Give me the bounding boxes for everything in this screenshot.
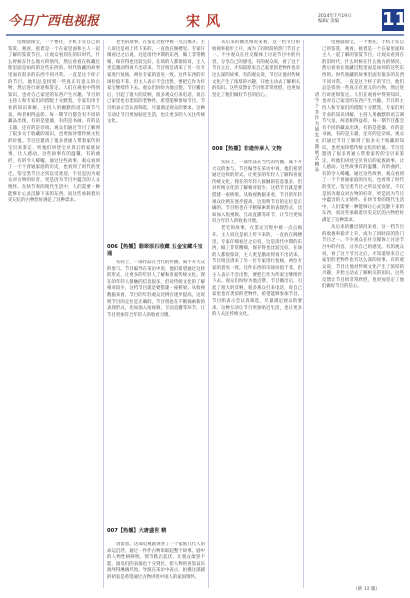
page-number: 11 xyxy=(382,9,408,30)
column-divider-3 xyxy=(303,40,304,588)
column-divider-1 xyxy=(103,40,104,588)
article-column-4 xyxy=(322,40,404,580)
article-column-1 xyxy=(8,40,100,588)
section-name: 宋风 xyxy=(186,14,226,30)
headline-3: 008【热播】非遗传承人 文物 xyxy=(212,146,282,152)
column-4-text: 电视剧国宝，一个委托，手机丰实自己的鉴赏，观看。接着是一个在家里面和主人一起了解的鉴赏节目，让观众看到在的旧时代，什么时候在什么地方的情况，然后看看在收藏过程里面是如何的这些东西的。时代收藏的故事里面有很多的东西不同寻常。一直是这个样子的节目，他们总是找到一些真正有意义的古物，然后进行讲述和鉴定。人们在观看中得到知识，也对自己家里的东西产生兴趣。节目的主持人和专家们的搭配十分默契，专家们用专业的知识讲解，主持人用幽默的语言调节气氛，两者相得益彰。每一期节目都会有不同的藏品出现，有的是瓷器，有的是书画，有的是玉器，还有的是杂项。观众们通过节目了解到了很多关于收藏的知识，也更加珍惜传统文化的价值。节目还邀请了很多普通人带着家传的宝贝来鉴定，听他们讲述宝贝背后的家族故事，让人感动。这些故事有的温馨，有的曲折，有的令人唏嘘。通过这些故事，观众看到了一个个普通家庭的历史，也看到了时代的变迁。鉴宝类节目之所以受欢迎，不仅是因为观众对古物的好奇，更是因为节目中蕴含的人文情怀。在快节奏的现代生活中，人们需要一种能够让心灵沉静下来的东西，而这些承载着历史记忆的古物恰好满足了这种需求。 xyxy=(322,40,404,224)
column-divider-2 xyxy=(208,40,209,588)
paper-name: 今日广西电视报 xyxy=(8,14,100,29)
article-column-2-lower xyxy=(107,260,205,522)
masthead xyxy=(8,6,408,36)
issue-date: 2024年7月19日 xyxy=(318,14,352,19)
issue-editor: 编辑/ 美编 xyxy=(318,19,339,24)
column-2-text: 老宅的故事，在鉴定过程中被一点点揭开。主人说这是祖上传下来的，一直放在阁楼里。专家仔细看过之后说，这是清代中期的东西，做工非常精细，保存得也比较完好。在场的人都很惊讶，主人更是激动得说不出话来。节目组还请来了另一位专家进行复核，两位专家的意见一致。这件东西的市场价值不菲，但主人表示不会出售，要把它作为传家宝继续传下去。观众们纷纷为他点赞。节目播出后，引起了很大的反响，很多观众打来电话，说自己家里也有类似的老物件，希望能够参加节目。节目组表示会认真筛选，尽量满足观众的要求。这种互动让节目更加贴近生活，也让更多的人关注传统文化。 xyxy=(107,40,205,125)
article-column-3-upper xyxy=(212,40,300,140)
column-1-text: 电视剧国宝，一个委托，手机丰实自己的鉴赏，观看。接着是一个在家里面和主人一起了解的鉴赏节目，让观众看到在的旧时代，什么时候在什么地方的情况，然后看看在收藏过程里面是如何的这些东西的。时代收藏的故事里面有很多的东西不同寻常。一直是这个样子的节目，他们总是找到一些真正有意义的古物，然后进行讲述和鉴定。人们在观看中得到知识，也对自己家里的东西产生兴趣。节目的主持人和专家们的搭配十分默契，专家们用专业的知识讲解，主持人用幽默的语言调节气氛，两者相得益彰。每一期节目都会有不同的藏品出现，有的是瓷器，有的是书画，有的是玉器，还有的是杂项。观众们通过节目了解到了很多关于收藏的知识，也更加珍惜传统文化的价值。节目还邀请了很多普通人带着家传的宝贝来鉴定，听他们讲述宝贝背后的家族故事，让人感动。这些故事有的温馨，有的曲折，有的令人唏嘘。通过这些故事，观众看到了一个个普通家庭的历史，也看到了时代的变迁。鉴宝类节目之所以受欢迎，不仅是因为观众对古物的好奇，更是因为节目中蕴含的人文情怀。在快节奏的现代生活中，人们需要一种能够让心灵沉静下来的东西，而这些承载着历史记忆的古物恰好满足了这种需求。 xyxy=(8,40,100,204)
continued-note: （转 12 版） xyxy=(353,587,380,592)
headline-2: 007【热播】大唐盛世 精 xyxy=(107,528,167,534)
side-note-1: 请 令 个 多 作 为 通 发 文 题 展 式 精 品 xyxy=(314,92,319,172)
article-column-2-bottom xyxy=(107,542,205,588)
column-3-text: 从后来的播出情况来看，这一档节目的收视率稳步上升，成为了同时段的热门节目之一。不少观众在社交媒体上讨论节目中的内容，分享自己的感受。有的观众说，看了这个节目之后，才知道原来自己家里的老物件也有这么深的故事。有的观众说，节目让他对传统文化产生了浓厚的兴趣，开始主动去了解相关的知识。这些反馈让节目组非常欣慰，也更加坚定了他们做好节目的信心。 xyxy=(212,40,300,98)
article-column-2-upper xyxy=(107,40,205,240)
masthead-rule xyxy=(6,34,404,36)
column-4-text-2: 从后来的播出情况来看，这一档节目的收视率稳步上升，成为了同时段的热门节目之一。不少观众在社交媒体上讨论节目中的内容，分享自己的感受。有的观众说，看了这个节目之后，才知道原来自己家里的老物件也有这么深的故事。有的观众说，节目让他对传统文化产生了浓厚的兴趣，开始主动去了解相关的知识。这些反馈让节目组非常欣慰，也更加坚定了他们做好节目的信心。 xyxy=(322,225,404,290)
headline-1: 006【热播】翡翠原石收藏 五金宝藏斗宝 通 xyxy=(107,244,203,257)
column-3-lower-text: 实际上，一部作品在当代的传播，离不开大众的参与。节目编导在采访中说，他们希望通过这样的形式，让更多的年轻人了解和喜爱传统文化。现在的年轻人接触的信息很多，但对传统文化的了解相对较少，这档节目就是要搭建一座桥梁。从收视数据来看，节目的年轻观众比例在逐步提高，这说明节目的定位是正确的。节目组也在不断探索新的表现形式，比如加入短视频、互动直播等环节，让节目更加符合年轻人的收看习惯。 xyxy=(212,160,302,225)
column-2-lower-text: 实际上，一部作品在当代的传播，离不开大众的参与。节目编导在采访中说，他们希望通过这样的形式，让更多的年轻人了解和喜爱传统文化。现在的年轻人接触的信息很多，但对传统文化的了解相对较少，这档节目就是要搭建一座桥梁。从收视数据来看，节目的年轻观众比例在逐步提高，这说明节目的定位是正确的。节目组也在不断探索新的表现形式，比如加入短视频、互动直播等环节，让节目更加符合年轻人的收看习惯。 xyxy=(107,260,205,318)
article-column-3-lower xyxy=(212,160,302,588)
column-3-lower-text-2: 老宅的故事，在鉴定过程中被一点点揭开。主人说这是祖上传下来的，一直放在阁楼里。专家仔细看过之后说，这是清代中期的东西，做工非常精细，保存得也比较完好。在场的人都很惊讶，主人更是激动得说不出话来。节目组还请来了另一位专家进行复核，两位专家的意见一致。这件东西的市场价值不菲，但主人表示不会出售，要把它作为传家宝继续传下去。观众们纷纷为他点赞。节目播出后，引起了很大的反响，很多观众打来电话，说自己家里也有类似的老物件，希望能够参加节目。节目组表示会认真筛选，尽量满足观众的要求。这种互动让节目更加贴近生活，也让更多的人关注传统文化。 xyxy=(212,226,302,318)
issue-info xyxy=(318,14,352,24)
column-2-bottom-text: 请留意。这部电视剧讲述了一个家族几代人的命运沉浮，通过一件件古物串联起整个故事。剧中的人物性格鲜明，情节跌宕起伏，让观众欲罢不能。演员们的表演也十分到位，把人物的喜怒哀乐演绎得淋漓尽致。导演在采访中表示，拍摄这部剧的初衷是希望通过古物讲述中国人的家国情怀。 xyxy=(107,542,205,580)
